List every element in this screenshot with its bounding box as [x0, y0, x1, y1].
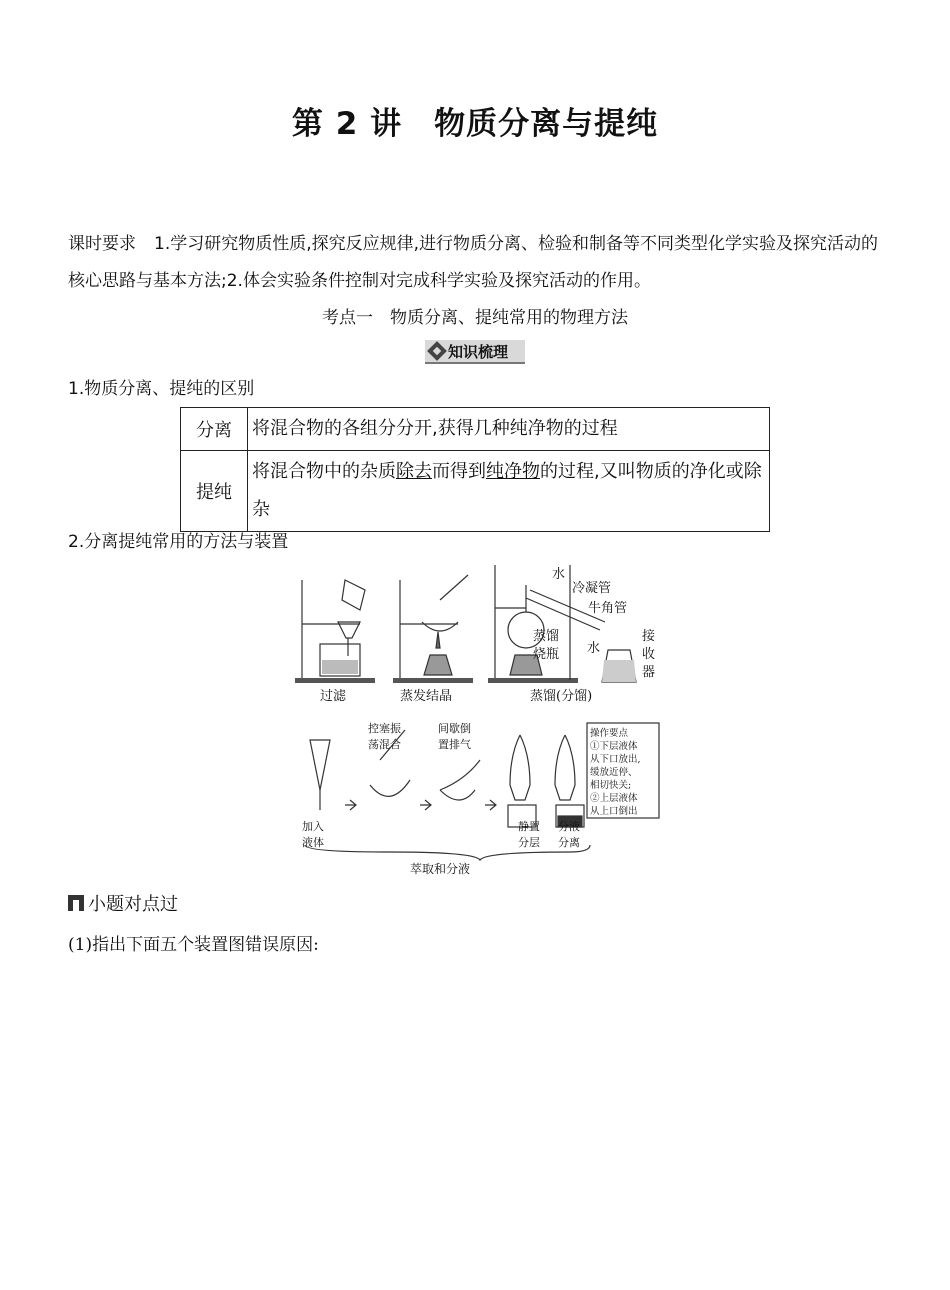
label-vent-1: 间歇倒 [438, 722, 471, 735]
label-condenser: 冷凝管 [572, 581, 612, 596]
evaporation-apparatus [393, 575, 473, 683]
label-add-2: 液体 [302, 836, 324, 849]
label-settle-1: 静置 [518, 820, 540, 833]
knowledge-badge [425, 340, 525, 364]
value-part: 的过程,又叫物质的净化或除杂 [252, 461, 762, 520]
label-settle-2: 分层 [518, 836, 540, 849]
requirements-text: 1.学习研究物质性质,探究反应规律,进行物质分离、检验和制备等不同类型化学实验及探究活动的核心思路与基本方法;2.体会实验条件控制对完成科学实验及探究活动的作用。 [68, 234, 879, 291]
table-row [181, 408, 770, 451]
distillation-apparatus [488, 565, 636, 683]
table-key: 提纯 [181, 451, 248, 532]
filtration-apparatus [295, 580, 375, 683]
label-add-1: 加入 [302, 820, 324, 833]
caption-distillation: 蒸馏(分馏) [530, 689, 593, 704]
separation-apparatus-figure [290, 560, 670, 880]
caption-evaporation: 蒸发结晶 [400, 689, 453, 704]
table-row [181, 451, 770, 532]
pi-icon [68, 895, 84, 911]
box-line: 从上口倒出 [590, 806, 638, 817]
underlined-term: 纯净物 [486, 461, 540, 482]
table-value: 将混合物的各组分分开,获得几种纯净物的过程 [248, 408, 770, 451]
box-line: 相切快关; [590, 780, 632, 791]
section-heading-3 [68, 890, 178, 916]
label-shake-2: 荡混合 [368, 738, 401, 751]
page-title: 第 2 讲 物质分离与提纯 [291, 106, 659, 142]
caption-extraction: 萃取和分液 [410, 862, 471, 876]
box-line: 缓放近停、 [590, 767, 638, 778]
caption-filtration: 过滤 [320, 689, 347, 704]
value-part: 将混合物中的杂质 [252, 461, 396, 482]
label-water-in: 水 [552, 567, 566, 582]
label-adapter: 牛角管 [588, 601, 628, 616]
label-separate-1: 分液 [558, 820, 580, 833]
requirements-label: 课时要求 [68, 234, 136, 254]
label-shake-1: 控塞振 [368, 722, 401, 735]
label-flask-1: 蒸馏 [533, 629, 560, 644]
label-water-out: 水 [587, 641, 601, 656]
section3-label: 小题对点过 [88, 894, 178, 915]
label-receiver-3: 器 [642, 665, 656, 680]
section-heading-2: 2.分离提纯常用的方法与装置 [68, 532, 289, 552]
badge-label: 知识梳理 [448, 342, 509, 361]
box-line: 从下口放出, [590, 754, 641, 765]
label-receiver-1: 接 [642, 629, 656, 644]
label-vent-2: 置排气 [438, 738, 471, 751]
box-line: 操作要点 [590, 728, 629, 739]
comparison-table [180, 407, 770, 532]
label-flask-2: 烧瓶 [533, 647, 560, 662]
course-requirements [68, 226, 888, 300]
section-heading-1: 1.物质分离、提纯的区别 [68, 379, 255, 399]
box-line: ②上层液体 [590, 793, 638, 804]
value-part: 而得到 [432, 461, 486, 482]
label-receiver-2: 收 [642, 647, 656, 662]
box-line: ①下层液体 [590, 741, 638, 752]
question-1: (1)指出下面五个装置图错误原因: [68, 935, 319, 955]
underlined-term: 除去 [396, 461, 432, 482]
kaodian-heading: 考点一 物质分离、提纯常用的物理方法 [322, 308, 628, 328]
table-key: 分离 [181, 408, 248, 451]
table-value [248, 451, 770, 532]
diamond-icon [427, 341, 447, 361]
label-separate-2: 分离 [558, 836, 580, 849]
